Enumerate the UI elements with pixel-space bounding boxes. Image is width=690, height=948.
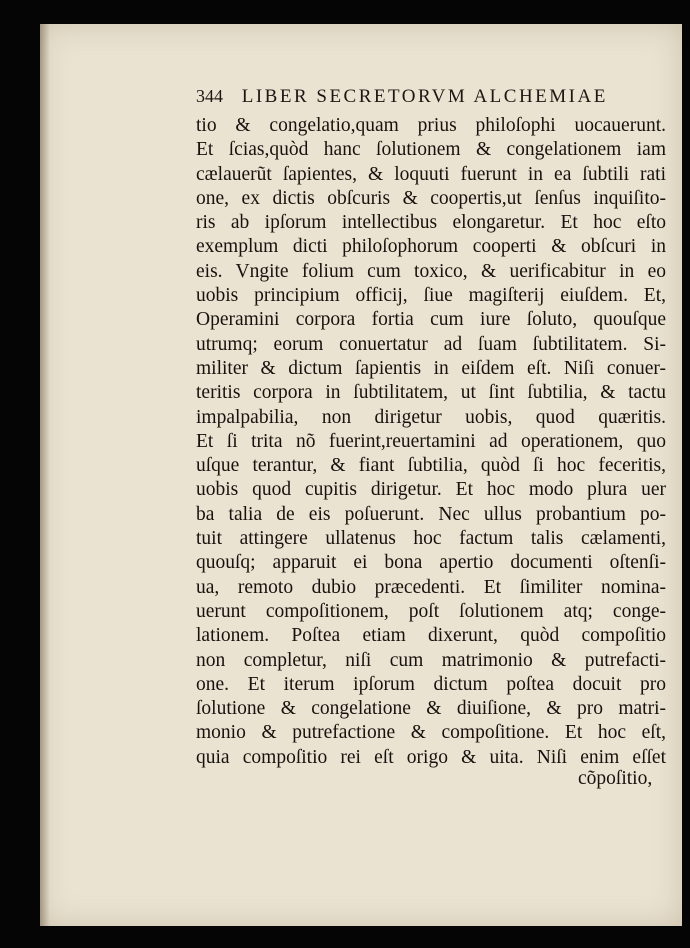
text-line: Et ſcias,quòd hanc ſolutionem & congelationem iam — [196, 139, 666, 161]
text-line: exemplum dicti philoſophorum cooperti & obſcuri in — [196, 236, 666, 258]
text-line: uſque terantur, & fiant ſubtilia, quòd ſi hoc feceritis, — [196, 455, 666, 477]
running-head — [196, 86, 636, 108]
running-title: LIBER SECRETORVM ALCHEMIAE — [241, 86, 608, 107]
text-line: eis. Vngite folium cum toxico, & uerificabitur in eo — [196, 260, 666, 282]
text-line: uobis principium officij, ſiue magiſterij eiuſdem. Et, — [196, 285, 666, 307]
page-gutter-shadow — [40, 24, 50, 926]
text-line: lationem. Poſtea etiam dixerunt, quòd compoſitio — [196, 625, 666, 647]
text-line: ris ab ipſorum intellectibus elongaretur. Et hoc eſto — [196, 212, 666, 234]
text-line: impalpabilia, non dirigetur uobis, quod quæritis. — [196, 406, 666, 428]
catchword: cõpoſitio, — [578, 768, 653, 789]
text-line: uobis quod cupitis dirigetur. Et hoc modo plura uer — [196, 479, 666, 501]
text-line: tio & congelatio,quam prius philoſophi uocauerunt. — [196, 115, 666, 136]
text-line: uerunt compoſitionem, poſt ſolutionem atq; conge- — [196, 600, 666, 622]
text-line: utrumq; eorum conuertatur ad ſuam ſubtilitatem. Si- — [196, 333, 666, 355]
text-line: quia compoſitio rei eſt origo & uita. Niſi enim eſſet — [196, 746, 666, 768]
text-line: cælauerũt ſapientes, & loquuti fuerunt in ea ſubtili rati — [196, 163, 666, 185]
text-line: monio & putrefactione & compoſitione. Et hoc eſt, — [196, 722, 666, 744]
text-line: teritis corpora in ſubtilitatem, ut ſint ſubtilia, & tactu — [196, 382, 666, 404]
text-line: ſolutione & congelatione & diuiſione, & pro matri- — [196, 698, 666, 720]
text-line: ua, remoto dubio præcedenti. Et ſimiliter nomina- — [196, 576, 666, 598]
text-line: tuit attingere ullatenus hoc factum talis cælamenti, — [196, 528, 666, 550]
body-text — [196, 114, 666, 770]
text-line: Et ſi trita nõ fuerint,reuertamini ad operationem, quo — [196, 430, 666, 452]
text-line: militer & dictum ſapientis in eiſdem eſt. Niſi conuer- — [196, 357, 666, 379]
text-line: Operamini corpora fortia cum iure ſoluto, quouſque — [196, 309, 666, 331]
text-line: one, ex dictis obſcuris & coopertis,ut ſenſus inquiſito- — [196, 187, 666, 209]
text-line: non completur, niſi cum matrimonio & putrefacti- — [196, 649, 666, 671]
text-line: quouſq; apparuit ei bona apertio documenti oſtenſi- — [196, 552, 666, 574]
text-line: one. Et iterum ipſorum dictum poſtea docuit pro — [196, 673, 666, 695]
text-line: ba talia de eis poſuerunt. Nec ullus probantium po- — [196, 503, 666, 525]
page-number: 344 — [196, 86, 223, 106]
